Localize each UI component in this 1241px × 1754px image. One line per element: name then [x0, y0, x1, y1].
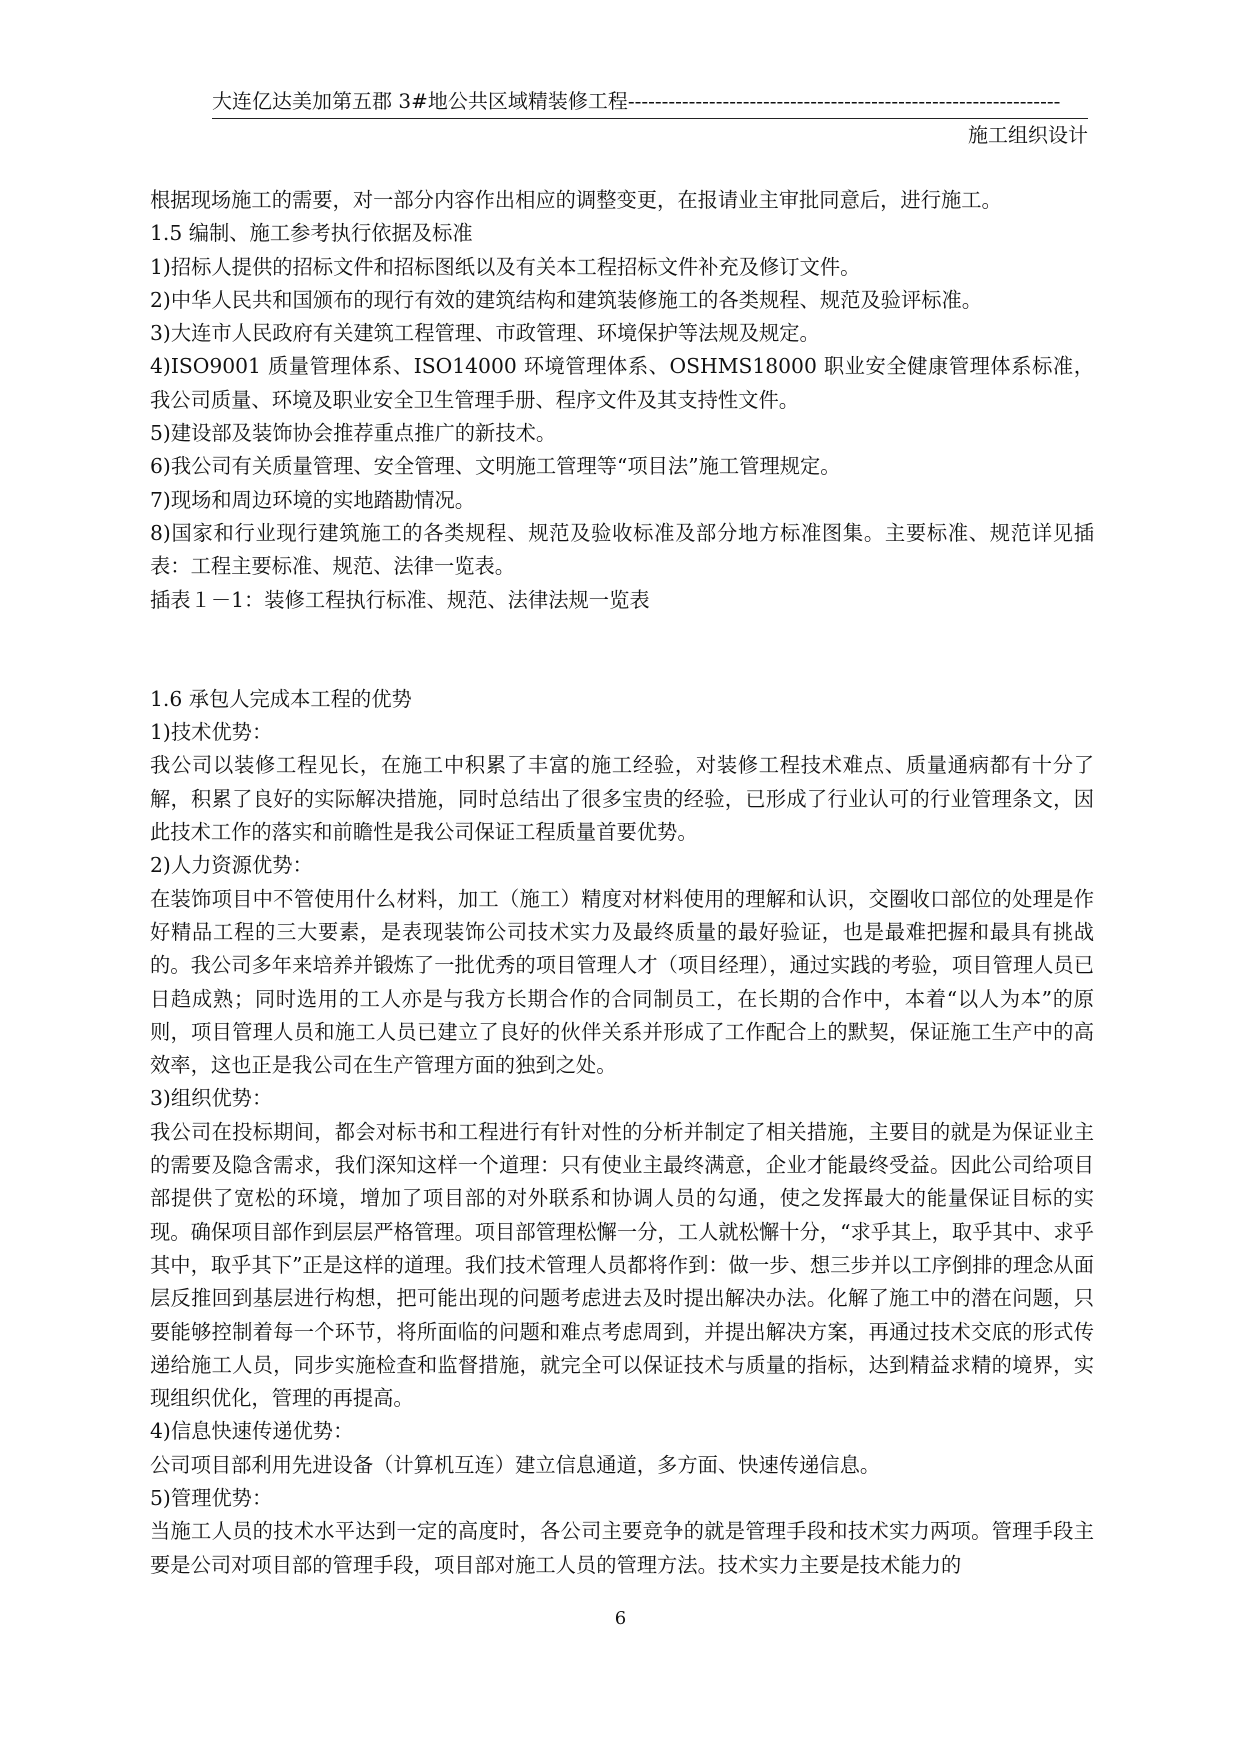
- blank-space: [150, 617, 1094, 683]
- paragraph: 当施工人员的技术水平达到一定的高度时，各公司主要竞争的就是管理手段和技术实力两项。管理手段主要是公司对项目部的管理手段，项目部对施工人员的管理方法。技术实力主要是技术能力的: [150, 1519, 1094, 1577]
- list-item: 8)国家和行业现行建筑施工的各类规程、规范及验收标准及部分地方标准图集。主要标准、规范详见插表：工程主要标准、规范、法律一览表。: [150, 520, 1094, 579]
- header-title: 大连亿达美加第五郡 3#地公共区域精装修工程----------------------------------------------------------------: [212, 89, 1061, 113]
- list-item: 3)大连市人民政府有关建筑工程管理、市政管理、环境保护等法规及规定。: [150, 321, 820, 346]
- subheading: 1)技术优势：: [150, 720, 273, 745]
- paragraph: 在装饰项目中不管使用什么材料，加工（施工）精度对材料使用的理解和认识，交圈收口部位的处理是作好精品工程的三大要素，是表现装饰公司技术实力及最终质量的最好验证，也是最难把握和最具有挑战的。我公司多年来培养并锻炼了一批优秀的项目管理人才（项目经理），通过实践的考验，项目管理人员已日趋成熟；同时选用的工人亦是与我方长期合作的合同制员工，在长期的合作中，本着“以人为本”的原则，项目管理人员和施工人员已建立了良好的伙伴关系并形成了工作配合上的默契，保证施工生产中的高效率，这也正是我公司在生产管理方面的独到之处。: [150, 886, 1094, 1078]
- subheading: 4)信息快速传递优势：: [150, 1419, 354, 1444]
- page-number: 6: [614, 1608, 627, 1629]
- paragraph: 我公司在投标期间，都会对标书和工程进行有针对性的分析并制定了相关措施，主要目的就是为保证业主的需要及隐含需求，我们深知这样一个道理：只有使业主最终满意，企业才能最终受益。因此公司给项目部提供了宽松的环境，增加了项目部的对外联系和协调人员的勾通，使之发挥最大的能量保证目标的实现。确保项目部作到层层严格管理。项目部管理松懈一分，工人就松懈十分，“求乎其上，取乎其中、求乎其中，取乎其下”正是这样的道理。我们技术管理人员都将作到：做一步、想三步并以工序倒排的理念从面层反推回到基层进行构想，把可能出现的问题考虑进去及时提出解决办法。化解了施工中的潜在问题，只要能够控制着每一个环节，将所面临的问题和难点考虑周到，并提出解决方案，再通过技术交底的形式传递给施工人员，同步实施检查和监督措施，就完全可以保证技术与质量的指标，达到精益求精的境界，实现组织优化，管理的再提高。: [150, 1119, 1094, 1411]
- subheading: 2)人力资源优势：: [150, 853, 313, 878]
- section-heading: 1.5 编制、施工参考执行依据及标准: [150, 221, 473, 246]
- subheading: 3)组织优势：: [150, 1086, 273, 1111]
- header-doc-type: 施工组织设计: [968, 123, 1088, 147]
- list-item: 2)中华人民共和国颁布的现行有效的建筑结构和建筑装修施工的各类规程、规范及验评标准。: [150, 287, 983, 312]
- paragraph: 根据现场施工的需要，对一部分内容作出相应的调整变更，在报请业主审批同意后，进行施工。: [150, 188, 1002, 212]
- paragraph: 我公司以装修工程见长，在施工中积累了丰富的施工经验，对装修工程技术难点、质量通病都有十分了解，积累了良好的实际解决措施，同时总结出了很多宝贵的经验，已形成了行业认可的行业管理条文，因此技术工作的落实和前瞻性是我公司保证工程质量首要优势。: [150, 753, 1094, 845]
- section-heading: 1.6 承包人完成本工程的优势: [150, 686, 412, 711]
- document-body: [150, 184, 1094, 1582]
- subheading: 5)管理优势：: [150, 1485, 273, 1510]
- table-caption: 插表１－1：装修工程执行标准、规范、法律法规一览表: [150, 587, 650, 612]
- list-item: 4)ISO9001 质量管理体系、ISO14000 环境管理体系、OSHMS18000 职业安全健康管理体系标准，我公司质量、环境及职业安全卫生管理手册、程序文件及其支持性文件。: [150, 354, 1094, 412]
- page-header: [212, 84, 1088, 147]
- list-item: 6)我公司有关质量管理、安全管理、文明施工管理等“项目法”施工管理规定。: [150, 454, 841, 479]
- paragraph: 公司项目部利用先进设备（计算机互连）建立信息通道，多方面、快速传递信息。: [150, 1452, 881, 1477]
- list-item: 5)建设部及装饰协会推荐重点推广的新技术。: [150, 421, 557, 446]
- list-item: 1)招标人提供的招标文件和招标图纸以及有关本工程招标文件补充及修订文件。: [150, 254, 861, 279]
- list-item: 7)现场和周边环境的实地踏勘情况。: [150, 487, 476, 512]
